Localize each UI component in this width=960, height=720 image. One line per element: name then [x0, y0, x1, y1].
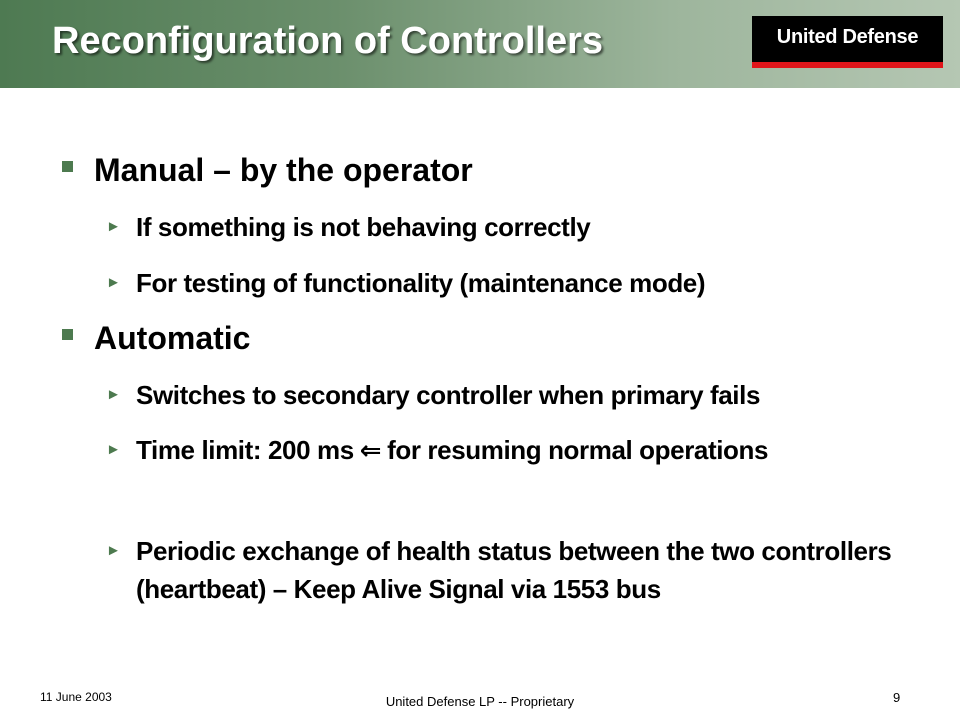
sub-bullet: ► For testing of functionality (maintenance mode) [136, 264, 916, 302]
united-defense-logo [752, 16, 943, 68]
footer-date: 11 June 2003 [40, 690, 112, 704]
sub-bullet: ► Time limit: 200 ms ⇐ for resuming normal operations [136, 431, 916, 469]
triangle-bullet-icon: ► [106, 274, 121, 291]
bullet-manual: Manual – by the operator [94, 152, 473, 189]
bullet-automatic: Automatic [94, 320, 250, 357]
sub-bullet: ► Periodic exchange of health status between the two controllers (heartbeat) – Keep Alive Signal via 1553 bus [136, 532, 916, 608]
sub-bullet: ► If something is not behaving correctly [136, 208, 916, 246]
square-bullet-icon [62, 329, 73, 340]
square-bullet-icon [62, 161, 73, 172]
sub-bullet: ► Switches to secondary controller when primary fails [136, 376, 916, 414]
title-bar [0, 0, 960, 88]
triangle-bullet-icon: ► [106, 542, 121, 559]
footer-proprietary: United Defense LP -- Proprietary [385, 694, 575, 709]
triangle-bullet-icon: ► [106, 386, 121, 403]
triangle-bullet-icon: ► [106, 218, 121, 235]
left-arrow-icon: ⇐ [359, 435, 382, 465]
triangle-bullet-icon: ► [106, 441, 121, 458]
slide-title: Reconfiguration of Controllers [52, 20, 603, 62]
page-number: 9 [893, 690, 901, 705]
logo-text: United Defense [776, 26, 919, 48]
